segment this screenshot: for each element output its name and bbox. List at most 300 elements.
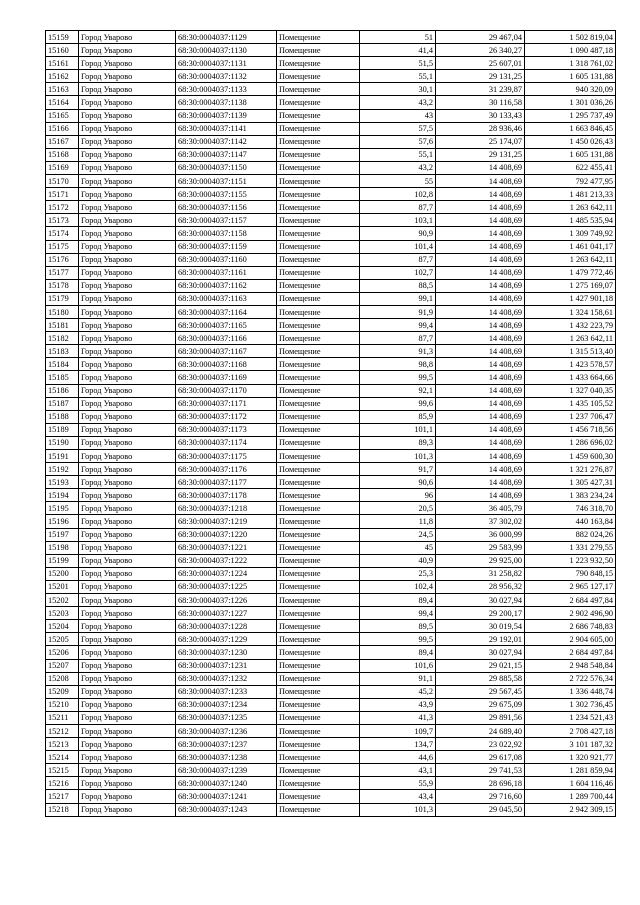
unit-value-cell: 14 408,69 <box>436 240 525 253</box>
cadastral-number-cell: 68:30:0004037:1170 <box>176 384 277 397</box>
cadastral-value-cell: 1 321 276,87 <box>525 463 616 476</box>
cadastral-number-cell: 68:30:0004037:1157 <box>176 214 277 227</box>
object-type-cell: Помещение <box>277 580 360 593</box>
row-number-cell: 15204 <box>46 620 79 633</box>
area-cell: 101,3 <box>360 450 436 463</box>
unit-value-cell: 14 408,69 <box>436 253 525 266</box>
cadastral-number-cell: 68:30:0004037:1142 <box>176 135 277 148</box>
row-number-cell: 15176 <box>46 253 79 266</box>
area-cell: 51 <box>360 31 436 44</box>
cadastral-value-cell: 2 684 497,84 <box>525 594 616 607</box>
table-row <box>46 751 616 764</box>
row-number-cell: 15161 <box>46 57 79 70</box>
cadastral-value-cell: 1 320 921,77 <box>525 751 616 764</box>
cadastral-value-cell: 1 336 448,74 <box>525 685 616 698</box>
object-type-cell: Помещение <box>277 240 360 253</box>
settlement-cell: Город Уварово <box>79 436 176 449</box>
table-row <box>46 122 616 135</box>
table-row <box>46 70 616 83</box>
cadastral-number-cell: 68:30:0004037:1171 <box>176 397 277 410</box>
settlement-cell: Город Уварово <box>79 698 176 711</box>
row-number-cell: 15211 <box>46 711 79 724</box>
object-type-cell: Помещение <box>277 279 360 292</box>
cadastral-value-cell: 1 263 642,11 <box>525 332 616 345</box>
object-type-cell: Помещение <box>277 803 360 816</box>
settlement-cell: Город Уварово <box>79 96 176 109</box>
cadastral-number-cell: 68:30:0004037:1239 <box>176 764 277 777</box>
unit-value-cell: 14 408,69 <box>436 227 525 240</box>
cadastral-number-cell: 68:30:0004037:1237 <box>176 738 277 751</box>
row-number-cell: 15209 <box>46 685 79 698</box>
settlement-cell: Город Уварово <box>79 620 176 633</box>
settlement-cell: Город Уварово <box>79 201 176 214</box>
cadastral-number-cell: 68:30:0004037:1230 <box>176 646 277 659</box>
settlement-cell: Город Уварово <box>79 358 176 371</box>
object-type-cell: Помещение <box>277 646 360 659</box>
table-row <box>46 266 616 279</box>
table-row <box>46 83 616 96</box>
area-cell: 89,4 <box>360 646 436 659</box>
unit-value-cell: 29 131,25 <box>436 148 525 161</box>
row-number-cell: 15192 <box>46 463 79 476</box>
area-cell: 99,5 <box>360 371 436 384</box>
unit-value-cell: 14 408,69 <box>436 358 525 371</box>
cadastral-value-cell: 1 324 158,61 <box>525 305 616 318</box>
cadastral-value-cell: 1 327 040,35 <box>525 384 616 397</box>
area-cell: 98,8 <box>360 358 436 371</box>
table-row <box>46 201 616 214</box>
settlement-cell: Город Уварово <box>79 567 176 580</box>
settlement-cell: Город Уварово <box>79 266 176 279</box>
settlement-cell: Город Уварово <box>79 44 176 57</box>
cadastral-value-cell: 1 295 737,49 <box>525 109 616 122</box>
cadastral-value-cell: 3 101 187,32 <box>525 738 616 751</box>
area-cell: 85,9 <box>360 410 436 423</box>
cadastral-number-cell: 68:30:0004037:1229 <box>176 633 277 646</box>
settlement-cell: Город Уварово <box>79 646 176 659</box>
cadastral-value-cell: 2 708 427,18 <box>525 724 616 737</box>
settlement-cell: Город Уварово <box>79 463 176 476</box>
cadastral-number-cell: 68:30:0004037:1130 <box>176 44 277 57</box>
table-row <box>46 698 616 711</box>
cadastral-value-cell: 1 432 223,79 <box>525 319 616 332</box>
table-row <box>46 253 616 266</box>
settlement-cell: Город Уварово <box>79 476 176 489</box>
unit-value-cell: 29 891,56 <box>436 711 525 724</box>
row-number-cell: 15170 <box>46 175 79 188</box>
row-number-cell: 15178 <box>46 279 79 292</box>
cadastral-number-cell: 68:30:0004037:1168 <box>176 358 277 371</box>
row-number-cell: 15169 <box>46 161 79 174</box>
object-type-cell: Помещение <box>277 135 360 148</box>
cadastral-value-cell: 1 461 041,17 <box>525 240 616 253</box>
cadastral-value-cell: 1 433 664,66 <box>525 371 616 384</box>
cadastral-number-cell: 68:30:0004037:1224 <box>176 567 277 580</box>
unit-value-cell: 14 408,69 <box>436 476 525 489</box>
settlement-cell: Город Уварово <box>79 214 176 227</box>
object-type-cell: Помещение <box>277 489 360 502</box>
unit-value-cell: 31 239,87 <box>436 83 525 96</box>
unit-value-cell: 36 405,79 <box>436 502 525 515</box>
area-cell: 102,8 <box>360 188 436 201</box>
object-type-cell: Помещение <box>277 31 360 44</box>
cadastral-number-cell: 68:30:0004037:1165 <box>176 319 277 332</box>
cadastral-number-cell: 68:30:0004037:1158 <box>176 227 277 240</box>
area-cell: 55,1 <box>360 148 436 161</box>
settlement-cell: Город Уварово <box>79 410 176 423</box>
area-cell: 99,5 <box>360 633 436 646</box>
cadastral-value-cell: 1 331 279,55 <box>525 541 616 554</box>
row-number-cell: 15207 <box>46 659 79 672</box>
row-number-cell: 15159 <box>46 31 79 44</box>
object-type-cell: Помещение <box>277 44 360 57</box>
cadastral-value-cell: 2 904 605,00 <box>525 633 616 646</box>
unit-value-cell: 14 408,69 <box>436 279 525 292</box>
unit-value-cell: 29 192,01 <box>436 633 525 646</box>
table-row <box>46 305 616 318</box>
cadastral-number-cell: 68:30:0004037:1177 <box>176 476 277 489</box>
cadastral-number-cell: 68:30:0004037:1218 <box>176 502 277 515</box>
table-row <box>46 567 616 580</box>
cadastral-value-cell: 1 309 749,92 <box>525 227 616 240</box>
cadastral-value-cell: 1 223 932,50 <box>525 554 616 567</box>
row-number-cell: 15193 <box>46 476 79 489</box>
row-number-cell: 15160 <box>46 44 79 57</box>
area-cell: 43,9 <box>360 698 436 711</box>
row-number-cell: 15217 <box>46 790 79 803</box>
cadastral-value-cell: 1 481 213,33 <box>525 188 616 201</box>
table-row <box>46 580 616 593</box>
cadastral-value-cell: 1 286 696,02 <box>525 436 616 449</box>
unit-value-cell: 28 696,18 <box>436 777 525 790</box>
cadastral-value-cell: 1 450 026,43 <box>525 135 616 148</box>
cadastral-number-cell: 68:30:0004037:1234 <box>176 698 277 711</box>
unit-value-cell: 14 408,69 <box>436 345 525 358</box>
area-cell: 91,1 <box>360 672 436 685</box>
area-cell: 55 <box>360 175 436 188</box>
unit-value-cell: 29 583,99 <box>436 541 525 554</box>
unit-value-cell: 14 408,69 <box>436 188 525 201</box>
area-cell: 45,2 <box>360 685 436 698</box>
settlement-cell: Город Уварово <box>79 384 176 397</box>
object-type-cell: Помещение <box>277 502 360 515</box>
cadastral-value-cell: 1 237 706,47 <box>525 410 616 423</box>
area-cell: 87,7 <box>360 201 436 214</box>
table-row <box>46 476 616 489</box>
unit-value-cell: 25 174,07 <box>436 135 525 148</box>
table-row <box>46 711 616 724</box>
settlement-cell: Город Уварово <box>79 292 176 305</box>
row-number-cell: 15210 <box>46 698 79 711</box>
unit-value-cell: 14 408,69 <box>436 332 525 345</box>
area-cell: 41,3 <box>360 711 436 724</box>
cadastral-number-cell: 68:30:0004037:1178 <box>176 489 277 502</box>
object-type-cell: Помещение <box>277 633 360 646</box>
object-type-cell: Помещение <box>277 188 360 201</box>
row-number-cell: 15213 <box>46 738 79 751</box>
area-cell: 88,5 <box>360 279 436 292</box>
object-type-cell: Помещение <box>277 292 360 305</box>
area-cell: 41,4 <box>360 44 436 57</box>
area-cell: 87,7 <box>360 332 436 345</box>
table-row <box>46 319 616 332</box>
row-number-cell: 15163 <box>46 83 79 96</box>
unit-value-cell: 37 302,02 <box>436 515 525 528</box>
table-row <box>46 646 616 659</box>
object-type-cell: Помещение <box>277 83 360 96</box>
unit-value-cell: 14 408,69 <box>436 319 525 332</box>
row-number-cell: 15179 <box>46 292 79 305</box>
cadastral-value-cell: 2 722 576,34 <box>525 672 616 685</box>
table-row <box>46 738 616 751</box>
table-row <box>46 292 616 305</box>
area-cell: 91,7 <box>360 463 436 476</box>
table-row <box>46 685 616 698</box>
cadastral-value-cell: 2 948 548,84 <box>525 659 616 672</box>
unit-value-cell: 14 408,69 <box>436 397 525 410</box>
unit-value-cell: 29 741,53 <box>436 764 525 777</box>
unit-value-cell: 14 408,69 <box>436 423 525 436</box>
row-number-cell: 15164 <box>46 96 79 109</box>
row-number-cell: 15212 <box>46 724 79 737</box>
cadastral-number-cell: 68:30:0004037:1176 <box>176 463 277 476</box>
cadastral-value-cell: 1 318 761,02 <box>525 57 616 70</box>
unit-value-cell: 29 716,60 <box>436 790 525 803</box>
settlement-cell: Город Уварово <box>79 790 176 803</box>
cadastral-value-cell: 1 456 718,56 <box>525 423 616 436</box>
row-number-cell: 15205 <box>46 633 79 646</box>
table-row <box>46 489 616 502</box>
area-cell: 55,1 <box>360 70 436 83</box>
table-row <box>46 44 616 57</box>
cadastral-value-cell: 1 263 642,11 <box>525 253 616 266</box>
cadastral-value-cell: 1 485 535,94 <box>525 214 616 227</box>
table-row <box>46 502 616 515</box>
area-cell: 20,5 <box>360 502 436 515</box>
settlement-cell: Город Уварово <box>79 764 176 777</box>
area-cell: 101,6 <box>360 659 436 672</box>
object-type-cell: Помещение <box>277 201 360 214</box>
unit-value-cell: 29 045,50 <box>436 803 525 816</box>
row-number-cell: 15175 <box>46 240 79 253</box>
object-type-cell: Помещение <box>277 319 360 332</box>
cadastral-value-cell: 1 459 600,30 <box>525 450 616 463</box>
settlement-cell: Город Уварово <box>79 502 176 515</box>
row-number-cell: 15199 <box>46 554 79 567</box>
unit-value-cell: 23 022,92 <box>436 738 525 751</box>
area-cell: 45 <box>360 541 436 554</box>
table-row <box>46 515 616 528</box>
cadastral-value-cell: 1 663 846,45 <box>525 122 616 135</box>
object-type-cell: Помещение <box>277 305 360 318</box>
settlement-cell: Город Уварово <box>79 633 176 646</box>
cadastral-number-cell: 68:30:0004037:1164 <box>176 305 277 318</box>
area-cell: 25,3 <box>360 567 436 580</box>
settlement-cell: Город Уварово <box>79 83 176 96</box>
unit-value-cell: 29 675,09 <box>436 698 525 711</box>
unit-value-cell: 14 408,69 <box>436 161 525 174</box>
settlement-cell: Город Уварово <box>79 175 176 188</box>
cadastral-number-cell: 68:30:0004037:1161 <box>176 266 277 279</box>
settlement-cell: Город Уварово <box>79 371 176 384</box>
table-row <box>46 371 616 384</box>
area-cell: 43,4 <box>360 790 436 803</box>
unit-value-cell: 30 027,94 <box>436 646 525 659</box>
cadastral-value-cell: 940 320,09 <box>525 83 616 96</box>
object-type-cell: Помещение <box>277 685 360 698</box>
table-row <box>46 188 616 201</box>
cadastral-number-cell: 68:30:0004037:1156 <box>176 201 277 214</box>
unit-value-cell: 30 019,54 <box>436 620 525 633</box>
table-row <box>46 161 616 174</box>
unit-value-cell: 14 408,69 <box>436 384 525 397</box>
row-number-cell: 15177 <box>46 266 79 279</box>
settlement-cell: Город Уварово <box>79 161 176 174</box>
table-row <box>46 436 616 449</box>
unit-value-cell: 29 131,25 <box>436 70 525 83</box>
area-cell: 134,7 <box>360 738 436 751</box>
cadastral-number-cell: 68:30:0004037:1219 <box>176 515 277 528</box>
area-cell: 89,3 <box>360 436 436 449</box>
table-row <box>46 764 616 777</box>
cadastral-value-cell: 1 281 859,94 <box>525 764 616 777</box>
cadastral-value-cell: 1 090 487,18 <box>525 44 616 57</box>
object-type-cell: Помещение <box>277 659 360 672</box>
table-row <box>46 410 616 423</box>
table-body <box>46 31 616 817</box>
row-number-cell: 15180 <box>46 305 79 318</box>
unit-value-cell: 29 567,45 <box>436 685 525 698</box>
settlement-cell: Город Уварово <box>79 70 176 83</box>
unit-value-cell: 14 408,69 <box>436 463 525 476</box>
object-type-cell: Помещение <box>277 96 360 109</box>
row-number-cell: 15190 <box>46 436 79 449</box>
cadastral-number-cell: 68:30:0004037:1151 <box>176 175 277 188</box>
cadastral-value-cell: 2 942 309,15 <box>525 803 616 816</box>
object-type-cell: Помещение <box>277 620 360 633</box>
cadastral-number-cell: 68:30:0004037:1173 <box>176 423 277 436</box>
object-type-cell: Помещение <box>277 515 360 528</box>
cadastral-number-cell: 68:30:0004037:1155 <box>176 188 277 201</box>
cadastral-value-cell: 1 289 700,44 <box>525 790 616 803</box>
object-type-cell: Помещение <box>277 253 360 266</box>
row-number-cell: 15173 <box>46 214 79 227</box>
object-type-cell: Помещение <box>277 777 360 790</box>
table-row <box>46 279 616 292</box>
object-type-cell: Помещение <box>277 371 360 384</box>
unit-value-cell: 29 200,17 <box>436 607 525 620</box>
cadastral-value-cell: 1 435 105,52 <box>525 397 616 410</box>
unit-value-cell: 14 408,69 <box>436 214 525 227</box>
row-number-cell: 15215 <box>46 764 79 777</box>
object-type-cell: Помещение <box>277 724 360 737</box>
table-row <box>46 463 616 476</box>
settlement-cell: Город Уварово <box>79 594 176 607</box>
cadastral-number-cell: 68:30:0004037:1172 <box>176 410 277 423</box>
unit-value-cell: 14 408,69 <box>436 305 525 318</box>
table-row <box>46 607 616 620</box>
settlement-cell: Город Уварово <box>79 738 176 751</box>
settlement-cell: Город Уварово <box>79 345 176 358</box>
area-cell: 99,6 <box>360 397 436 410</box>
object-type-cell: Помещение <box>277 567 360 580</box>
table-row <box>46 148 616 161</box>
cadastral-value-cell: 1 479 772,46 <box>525 266 616 279</box>
settlement-cell: Город Уварово <box>79 751 176 764</box>
cadastral-value-cell: 1 423 578,57 <box>525 358 616 371</box>
cadastral-number-cell: 68:30:0004037:1220 <box>176 528 277 541</box>
table-row <box>46 672 616 685</box>
settlement-cell: Город Уварово <box>79 724 176 737</box>
row-number-cell: 15201 <box>46 580 79 593</box>
settlement-cell: Город Уварово <box>79 122 176 135</box>
table-row <box>46 214 616 227</box>
row-number-cell: 15174 <box>46 227 79 240</box>
row-number-cell: 15189 <box>46 423 79 436</box>
table-row <box>46 345 616 358</box>
settlement-cell: Город Уварово <box>79 279 176 292</box>
settlement-cell: Город Уварово <box>79 305 176 318</box>
unit-value-cell: 29 925,00 <box>436 554 525 567</box>
area-cell: 43,1 <box>360 764 436 777</box>
table-row <box>46 450 616 463</box>
object-type-cell: Помещение <box>277 476 360 489</box>
cadastral-number-cell: 68:30:0004037:1241 <box>176 790 277 803</box>
object-type-cell: Помещение <box>277 698 360 711</box>
table-row <box>46 790 616 803</box>
row-number-cell: 15191 <box>46 450 79 463</box>
row-number-cell: 15203 <box>46 607 79 620</box>
unit-value-cell: 14 408,69 <box>436 489 525 502</box>
row-number-cell: 15195 <box>46 502 79 515</box>
cadastral-value-cell: 1 383 234,24 <box>525 489 616 502</box>
cadastral-number-cell: 68:30:0004037:1232 <box>176 672 277 685</box>
object-type-cell: Помещение <box>277 358 360 371</box>
cadastral-number-cell: 68:30:0004037:1175 <box>176 450 277 463</box>
area-cell: 89,5 <box>360 620 436 633</box>
cadastral-number-cell: 68:30:0004037:1227 <box>176 607 277 620</box>
unit-value-cell: 14 408,69 <box>436 175 525 188</box>
cadastral-number-cell: 68:30:0004037:1167 <box>176 345 277 358</box>
cadastral-number-cell: 68:30:0004037:1138 <box>176 96 277 109</box>
object-type-cell: Помещение <box>277 528 360 541</box>
unit-value-cell: 24 689,40 <box>436 724 525 737</box>
area-cell: 99,4 <box>360 607 436 620</box>
row-number-cell: 15200 <box>46 567 79 580</box>
unit-value-cell: 30 027,94 <box>436 594 525 607</box>
cadastral-value-cell: 1 502 819,04 <box>525 31 616 44</box>
cadastral-number-cell: 68:30:0004037:1133 <box>176 83 277 96</box>
table-row <box>46 803 616 816</box>
row-number-cell: 15188 <box>46 410 79 423</box>
row-number-cell: 15196 <box>46 515 79 528</box>
unit-value-cell: 14 408,69 <box>436 450 525 463</box>
object-type-cell: Помещение <box>277 463 360 476</box>
settlement-cell: Город Уварово <box>79 580 176 593</box>
cadastral-value-cell: 746 318,70 <box>525 502 616 515</box>
cadastral-number-cell: 68:30:0004037:1225 <box>176 580 277 593</box>
settlement-cell: Город Уварово <box>79 57 176 70</box>
row-number-cell: 15167 <box>46 135 79 148</box>
cadastral-value-cell: 1 605 131,88 <box>525 148 616 161</box>
object-type-cell: Помещение <box>277 148 360 161</box>
object-type-cell: Помещение <box>277 410 360 423</box>
settlement-cell: Город Уварово <box>79 423 176 436</box>
row-number-cell: 15181 <box>46 319 79 332</box>
unit-value-cell: 28 956,32 <box>436 580 525 593</box>
area-cell: 90,6 <box>360 476 436 489</box>
table-row <box>46 109 616 122</box>
